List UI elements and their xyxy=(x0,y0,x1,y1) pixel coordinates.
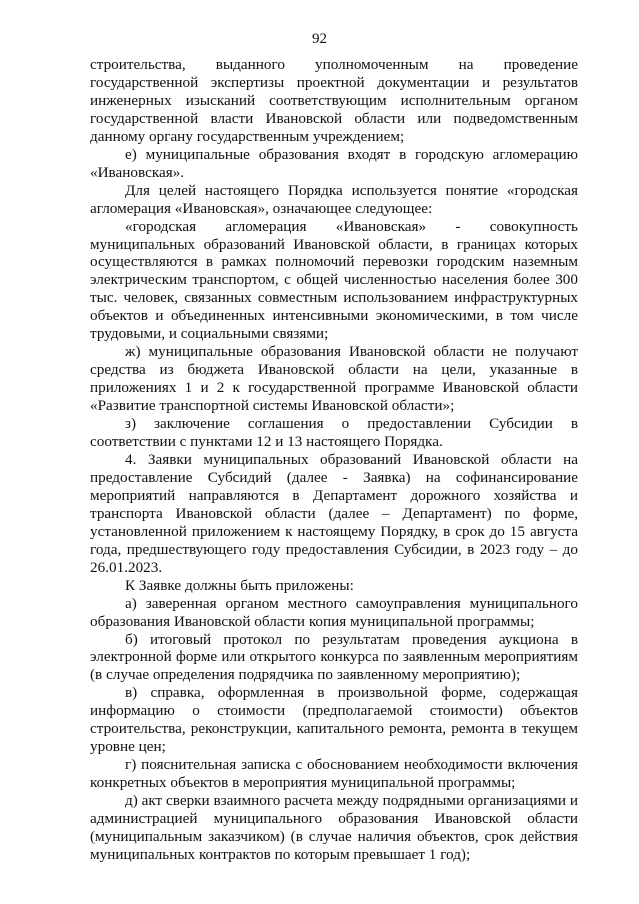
paragraph: в) справка, оформленная в произвольной форме, содержащая информацию о стоимости (предполагаемой стоимости) объектов строительства, реконструкции, капитального ремонта, ремонта в текущем уровне цен; xyxy=(90,684,578,756)
paragraph: Для целей настоящего Порядка используется понятие «городская агломерация «Ивановская», означающее следующее: xyxy=(90,181,578,217)
paragraph: г) пояснительная записка с обоснованием необходимости включения конкретных объектов в мероприятия муниципальной программы; xyxy=(90,756,578,792)
paragraph: 4. Заявки муниципальных образований Ивановской области на предоставление Субсидий (далее - Заявка) на софинансирование мероприятий направляются в Департамент дорожного хозяйства и транспорта Ивановской области (далее – Департамент) по форме, установленной приложением к настоящему Порядку, в срок до 15 августа года, предшествующего году предоставления Субсидии, в 2023 году – до 26.01.2023. xyxy=(90,450,578,576)
paragraph: «городская агломерация «Ивановская» - совокупность муниципальных образований Ивановской области, в границах которых осуществляются в рамках полномочий перевозки городским наземным электрическим транспортом, с общей численностью населения более 300 тыс. человек, связанных совместным использованием инфраструктурных объектов и объединенных интенсивными экономическими, в том числе трудовыми, и социальными связями; xyxy=(90,217,578,343)
page-number: 92 xyxy=(312,31,327,47)
paragraph: ж) муниципальные образования Ивановской области не получают средства из бюджета Ивановской области на цели, указанные в приложениях 1 и 2 к государственной программе Ивановской области «Развитие транспортной системы Ивановской области»; xyxy=(90,343,578,415)
paragraph: К Заявке должны быть приложены: xyxy=(125,576,354,594)
document-body xyxy=(90,56,578,864)
paragraph: з) заключение соглашения о предоставлении Субсидии в соответствии с пунктами 12 и 13 настоящего Порядка. xyxy=(90,415,578,451)
paragraph: строительства, выданного уполномоченным на проведение государственной экспертизы проектной документации и результатов инженерных изысканий соответствующим исполнительным органом государственной власти Ивановской области или подведомственным данному органу государственным учреждением; xyxy=(90,56,578,145)
paragraph: а) заверенная органом местного самоуправления муниципального образования Ивановской области копия муниципальной программы; xyxy=(90,594,578,630)
paragraph: д) акт сверки взаимного расчета между подрядными организациями и администрацией муниципального образования Ивановской области (муниципальным заказчиком) (в случае наличия объектов, срок действия муниципальных контрактов по которым превышает 1 год); xyxy=(90,792,578,863)
paragraph: б) итоговый протокол по результатам проведения аукциона в электронной форме или открытого конкурса по заявленным мероприятиям (в случае определения подрядчика по заявленному мероприятию); xyxy=(90,630,578,684)
paragraph: е) муниципальные образования входят в городскую агломерацию «Ивановская». xyxy=(90,145,578,181)
